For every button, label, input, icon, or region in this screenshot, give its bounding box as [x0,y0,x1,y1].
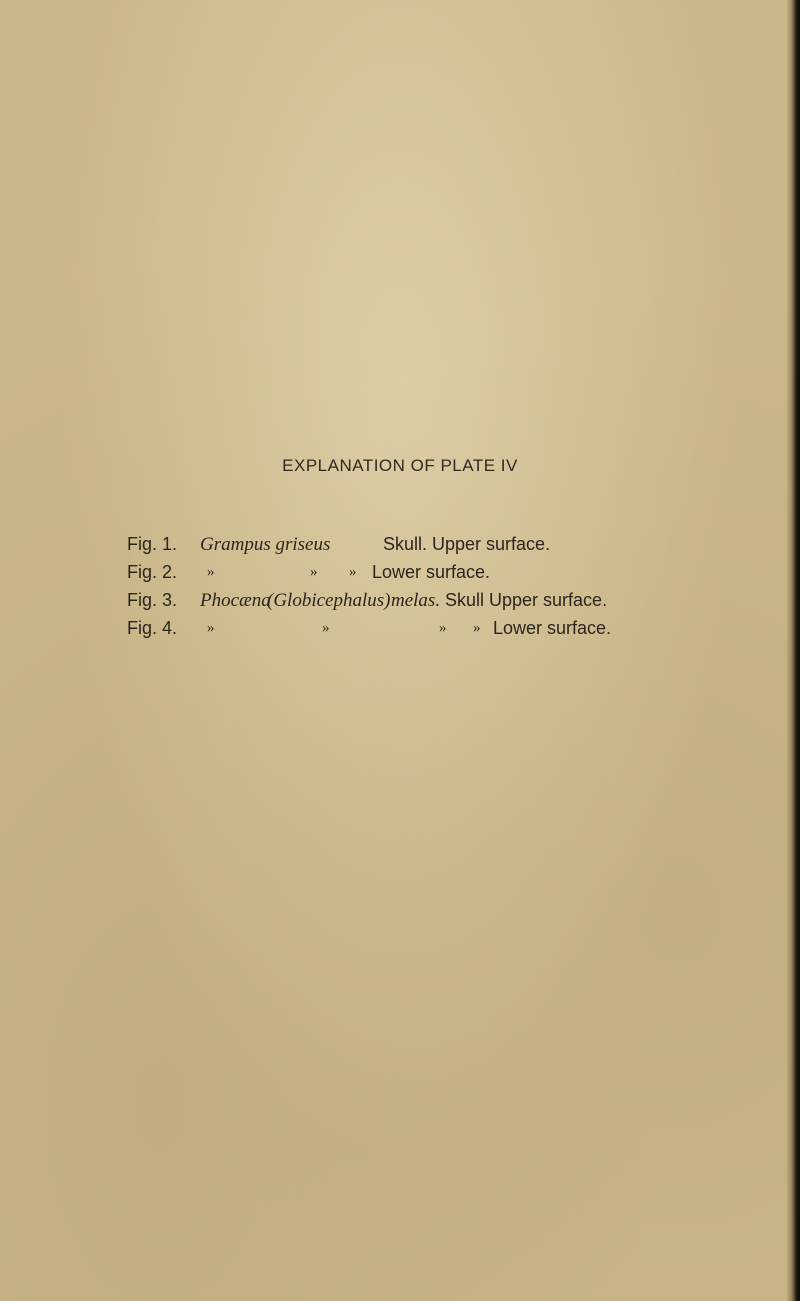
figure-description: Lower surface. [493,618,612,638]
ditto-mark: » [349,564,357,580]
ditto-mark: » [322,620,330,636]
figure-label: Fig. 4. [127,618,178,638]
species-name: Grampus griseus [200,534,331,555]
species-epithet: melas. [391,590,441,611]
subgenus-name: (Globicephalus) [267,590,391,611]
page-title: EXPLANATION OF PLATE IV [282,456,518,475]
page-binding-edge [786,0,800,1301]
figure-label: Fig. 3. [127,590,178,610]
ditto-mark: » [310,564,318,580]
figure-description: Lower surface. [372,562,491,582]
figure-label: Fig. 2. [127,562,178,582]
ditto-mark: » [473,620,481,636]
figure-description: Skull. Upper surface. [383,534,551,554]
genus-name: Phocæna [200,590,271,611]
ditto-mark: » [439,620,447,636]
ditto-mark: » [207,620,215,636]
ditto-mark: » [207,564,215,580]
figure-label: Fig. 1. [127,534,178,554]
figure-description: Skull Upper surface. [445,590,608,610]
